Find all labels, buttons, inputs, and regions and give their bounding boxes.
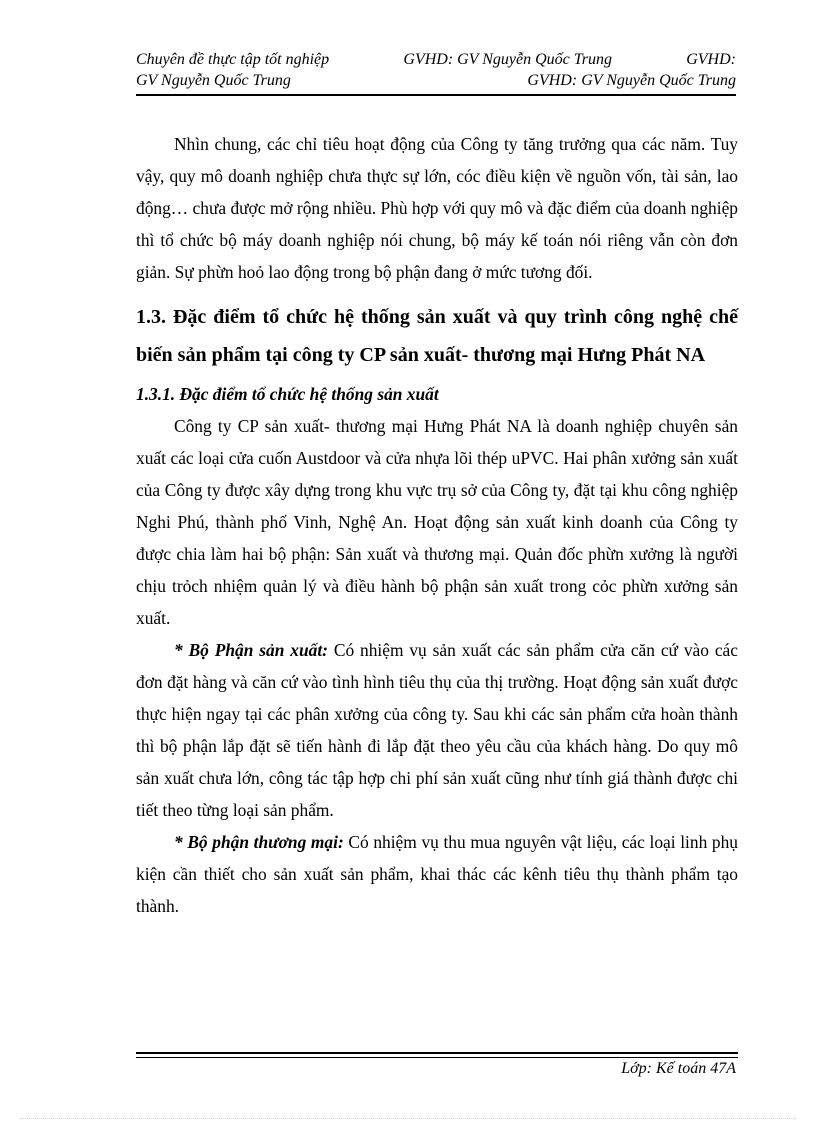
commerce-department-text: Có nhiệm vụ thu mua nguyên vật liệu, các loại linh phụ kiện cần thiết cho sản xuất sản phẩm, khai thác các kênh tiêu thụ thành phẩm tạo thành. [136,832,738,916]
page-header [136,49,736,91]
page-bottom-edge [20,1118,796,1119]
header-line-2 [136,70,736,91]
commerce-department-paragraph [136,826,738,922]
header-supervisor-repeat: GVHD: GV Nguyễn Quốc Trung [527,72,736,89]
header-supervisor-name: GV Nguyễn Quốc Trung [136,72,291,89]
subsection-heading: 1.3.1. Đặc điểm tổ chức hệ thống sản xuất [136,384,439,404]
production-department-label: * Bộ Phận sản xuất: [174,640,328,660]
commerce-department-label: * Bộ phận thương mại: [174,832,344,852]
production-department-text: Có nhiệm vụ sản xuất các sản phẩm cửa căn cứ vào các đơn đặt hàng và căn cứ vào tình hình tiêu thụ của thị trường. Hoạt động sản xuất được thực hiện ngay tại các phân xưởng của công ty. Sau khi các sản phẩm cửa hoàn thành thì bộ phận lắp đặt sẽ tiến hành đi lắp đặt theo yêu cầu của khách hàng. Do quy mô sản xuất chưa lớn, công tác tập hợp chi phí sản xuất cũng như tính giá thành được chi tiết theo từng loại sản phẩm. [136,640,738,820]
document-body [136,128,738,922]
footer-divider-thick [136,1052,738,1054]
section-heading: 1.3. Đặc điểm tổ chức hệ thống sản xuất và quy trình công nghệ chế biến sản phẩm tại công ty CP sản xuất- thương mại Hưng Phát NA [136,306,738,366]
intro-paragraph: Nhìn chung, các chỉ tiêu hoạt động của Công ty tăng trưởng qua các năm. Tuy vậy, quy mô doanh nghiệp chưa thực sự lớn, cóc điều kiện về nguồn vốn, tài sản, lao động… chưa được mở rộng nhiều. Phù hợp với quy mô và đặc điểm của doanh nghiệp thì tổ chức bộ máy doanh nghiệp nói chung, bộ máy kế toán nói riêng vẫn còn đơn giản. Sự phừn hoỏ lao động trong bộ phận đang ở mức tương đối. [136,134,738,282]
header-supervisor-label: GVHD: [686,51,736,68]
header-report-title: Chuyên đề thực tập tốt nghiệp [136,51,330,68]
header-divider [136,94,736,96]
production-system-paragraph: Công ty CP sản xuất- thương mại Hưng Phát NA là doanh nghiệp chuyên sản xuất các loại cửa cuốn Austdoor và cửa nhựa lõi thép uPVC. Hai phân xưởng sản xuất của Công ty được xây dựng trong khu vực trụ sở của Công ty, đặt tại khu công nghiệp Nghi Phú, thành phố Vinh, Nghệ An. Hoạt động sản xuất kinh doanh của Công ty được chia làm hai bộ phận: Sản xuất và thương mại. Quản đốc phừn xưởng là người chịu trỏch nhiệm quản lý và điều hành bộ phận sản xuất trong cỏc phừn xưởng sản xuất. [136,416,738,628]
footer-class-label: Lớp: Kế toán 47A [621,1060,736,1077]
header-line-1 [136,49,736,70]
header-supervisor: GVHD: GV Nguyễn Quốc Trung [403,51,612,68]
production-department-paragraph [136,634,738,826]
